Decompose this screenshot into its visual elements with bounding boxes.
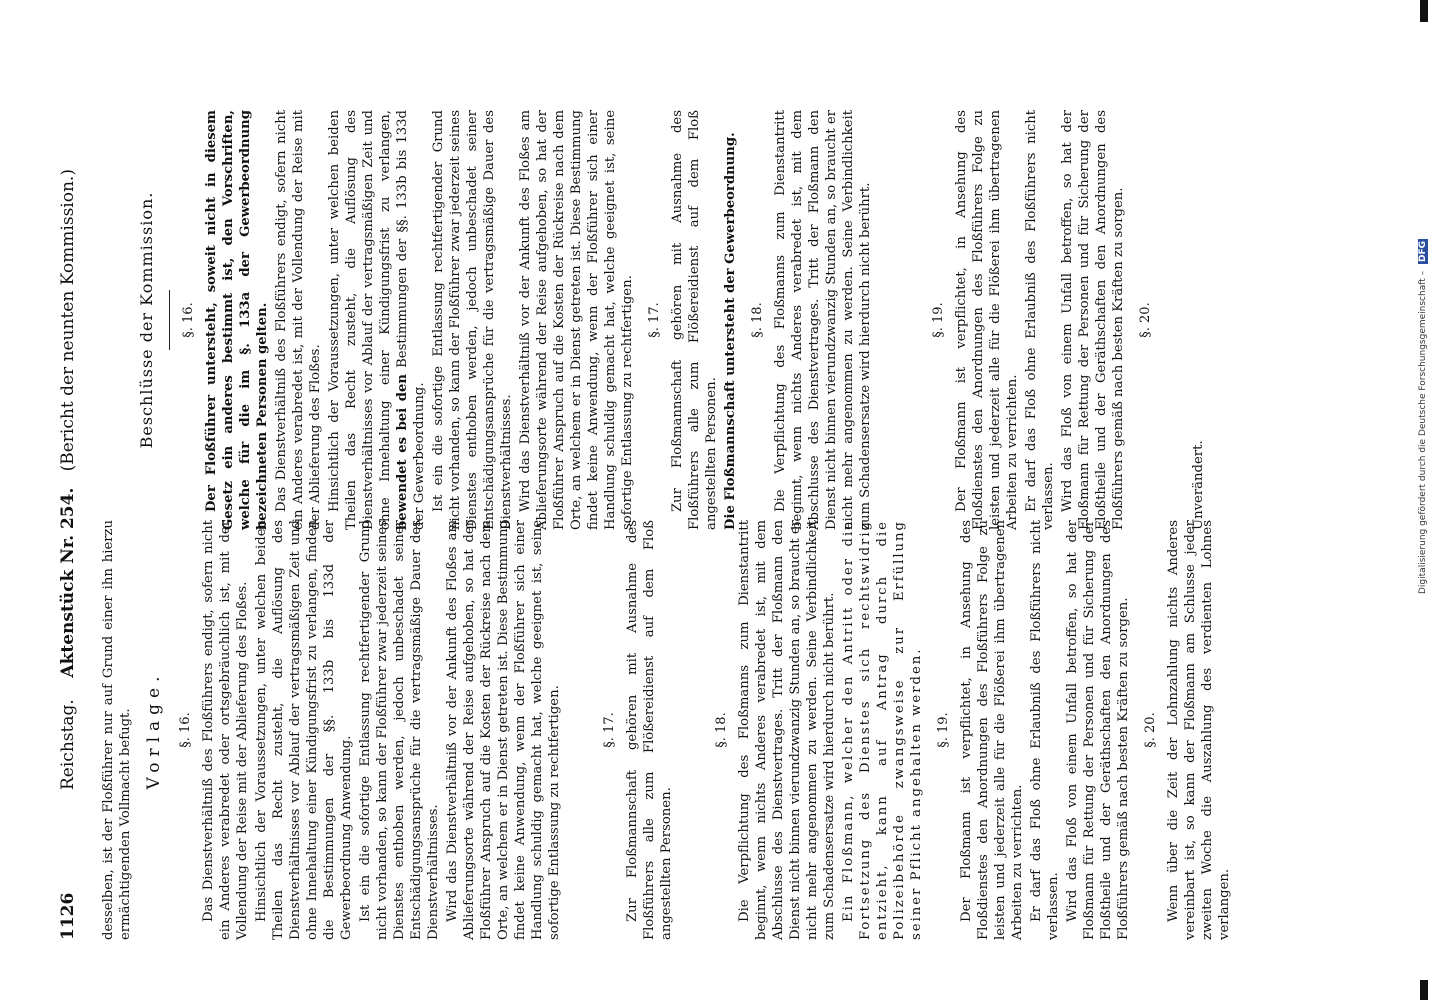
r-section-16-bold: Der Floßführer untersteht, soweit nicht in diesem Gesetz ein anderes bestimmt ist, den Vorschriften, welche für die im §. 133a der Gewerbeordnung bezeichneten Personen gelten. <box>204 110 270 530</box>
section-16-p2: Hinsichtlich der Voraussetzungen, unter welchen beiden Theilen das Recht zusteht, die Auflösung des Dienstverhältnisses vor Ablauf der vertragsmäßigen Zeit und ohne Innehaltung einer Kündigungsfrist zu verlangen, finden die Bestimmungen der §§. 133b bis 133d der Gewerbeordnung Anwendung. <box>254 520 354 940</box>
watermark-text-line <box>1418 0 1432 594</box>
section-17-heading: §. 17. <box>602 712 617 748</box>
intro-paragraph: desselben, ist der Floßführer nur auf Grund einer ihn hierzu ermächtigenden Vollmacht befugt. <box>101 520 133 940</box>
section-20-heading: §. 20. <box>1143 712 1158 748</box>
r-section-17-p1: Zur Floßmannschaft gehören mit Ausnahme des Floßführers alle zum Flößereidienst auf dem Floß angestellten Personen. <box>670 110 719 530</box>
r-section-16-p2a: Hinsichtlich der Voraussetzungen, unter welchen beiden Theilen das Recht zusteht, die Auflösung des Dienstverhältnisses vor Ablauf der vertragsmäßigen Zeit und ohne Innehaltung einer Kündigungsfrist zu verlangen, <box>327 110 393 530</box>
section-16-p4: Wird das Dienstverhältniß vor der Ankunft des Floßes am Ablieferungsorte während der Reise aufgehoben, so hat der Floßführer Anspruch auf die Kosten der Rückreise nach dem Orte, an welchem er in Dienst getreten ist. Diese Bestimmung findet keine Anwendung, wenn der Floßführer sich einer Handlung schuldig gemacht hat, welche geeignet ist, seine sofortige Entlassung zu rechtfertigen. <box>445 520 562 940</box>
r-section-16-p2b: bewendet es bei den <box>395 374 410 530</box>
section-20-p1: Wenn über die Zeit der Lohnzahlung nichts Anderes vereinbart ist, so kann der Floßmann am Schlusse jeder zweiten Woche die Auszahlung des verdienten Lohnes verlangen. <box>1166 520 1232 940</box>
column-vorlage <box>100 520 1235 940</box>
section-18-p1: Die Verpflichtung des Floßmanns zum Dienstantritt beginnt, wenn nichts Anderes verabredet ist, mit dem Abschlusse des Dienstvertrages. Tritt der Floßmann den Dienst nicht binnen vierundzwanzig Stunden an, so braucht er nicht mehr angenommen zu werden. Seine Verbindlichkeit zum Schadensersatze wird hierdurch nicht berührt. <box>737 520 837 940</box>
r-section-19-heading: §. 19. <box>931 302 946 338</box>
page-number: 1126 <box>58 892 78 940</box>
r-section-19-p3: Wird das Floß von einem Unfall betroffen, so hat der Floßmann für Rettung der Personen und für Sicherung der Floßtheile und der Geräthschaften den Anordnungen des Floßführers gemäß nach besten Kräften zu sorgen. <box>1060 110 1126 530</box>
title-rule <box>169 290 170 350</box>
section-19-p1: Der Floßmann ist verpflichtet, in Ansehung des Floßdienstes den Anordnungen des Floßführers Folge zu leisten und jederzeit alle für die Flößerei ihm übertragenen Arbeiten zu verrichten. <box>959 520 1025 940</box>
digitization-watermark <box>1418 0 1432 1000</box>
page-header <box>58 60 88 940</box>
r-section-20-p1: Unverändert. <box>1191 440 1206 530</box>
column-beschluesse <box>100 110 1209 530</box>
title-prefix: Reichstag. <box>58 699 78 790</box>
r-section-18-p1: Die Verpflichtung des Floßmanns zum Dienstantritt beginnt, wenn nichts Anderes verabredet ist, mit dem Abschlusse des Dienstvertrages. Tritt der Floßmann den Dienst nicht binnen vierundzwanzig Stunden an, so braucht er nicht mehr angenommen zu werden. Seine Verbindlichkeit zum Schadensersatze wird hierdurch nicht berührt. <box>773 110 873 530</box>
section-18-p2: Ein Floßmann, welcher den Antritt oder die Fortsetzung des Dienstes sich rechtswidrig entzieht, kann auf Antrag durch die Polizeibehörde zwangsweise zur Erfüllung seiner Pflicht angehalten werden. <box>841 520 924 940</box>
section-16-p1: Das Dienstverhältniß des Floßführers endigt, sofern nicht ein Anderes verabredet oder ortsgebräuchlich ist, mit der Vollendung der Reise mit der Ablieferung des Floßes. <box>201 520 250 940</box>
r-section-19-p2: Er darf das Floß ohne Erlaubniß des Floßführers nicht verlassen. <box>1024 110 1056 530</box>
title-main: Aktenstück Nr. 254. <box>58 487 78 678</box>
section-19-p2: Er darf das Floß ohne Erlaubniß des Floßführers nicht verlassen. <box>1029 520 1061 940</box>
running-title <box>58 169 78 790</box>
r-section-18-heading: §. 18. <box>750 302 765 338</box>
r-section-19-p1: Der Floßmann ist verpflichtet, in Ansehung des Floßdienstes den Anordnungen des Floßführers Folge zu leisten und jederzeit alle für die Flößerei ihm übertragenen Arbeiten zu verrichten. <box>954 110 1020 530</box>
section-16-p3: Ist ein die sofortige Entlassung rechtfertigender Grund nicht vorhanden, so kann der Floßführer zwar jederzeit seines Dienstes enthoben werden, jedoch unbeschadet seiner Entschädigungsansprüche für die vertragsmäßige Dauer des Dienstverhältnisses. <box>358 520 441 940</box>
scan-edge-mark-bottom <box>1420 980 1428 1000</box>
r-section-17-bold: Die Floßmannschaft untersteht der Gewerbeordnung. <box>723 132 738 530</box>
r-section-16-p3: Ist ein die sofortige Entlassung rechtfertigender Grund nicht vorhanden, so kann der Floßführer zwar jederzeit seines Dienstes enthoben werden, jedoch unbeschadet seiner Entschädigungsansprüche für die vertragsmäßige Dauer des Dienstverhältnisses. <box>431 110 514 530</box>
r-section-16-p2c: Bestimmungen der §§. 133b bis 133d der Gewerbeordnung. <box>395 110 427 530</box>
section-19-p3: Wird das Floß von einem Unfall betroffen, so hat der Floßmann für Rettung der Personen und für Sicherung der Floßtheile und der Geräthschaften den Anordnungen des Floßführers gemäß nach besten Kräften zu sorgen. <box>1065 520 1131 940</box>
section-18-heading: §. 18. <box>714 712 729 748</box>
column-title-beschluesse: Beschlüsse der Kommission. <box>137 191 156 449</box>
watermark-text: Digitalisierung gefördert durch die Deutsche Forschungsgemeinschaft – <box>1418 270 1428 594</box>
r-section-20-heading: §. 20. <box>1138 302 1153 338</box>
section-19-heading: §. 19. <box>936 712 951 748</box>
r-section-16-p2 <box>326 110 428 530</box>
dfg-logo: DFG <box>1418 240 1428 262</box>
r-section-17-heading: §. 17. <box>647 302 662 338</box>
r-section-16-p4: Wird das Dienstverhältniß vor der Ankunft des Floßes am Ablieferungsorte während der Reise aufgehoben, so hat der Floßführer Anspruch auf die Kosten der Rückreise nach dem Orte, an welchem er in Dienst getreten ist. Diese Bestimmung findet keine Anwendung, wenn der Floßführer sich einer Handlung schuldig gemacht hat, welche geeignet ist, seine sofortige Entlassung zu rechtfertigen. <box>518 110 635 530</box>
section-16-heading: §. 16. <box>178 712 193 748</box>
r-section-16-p1: Das Dienstverhältniß des Floßführers endigt, sofern nicht ein Anderes verabredet ist, mit der Vollendung der Reise mit der Ablieferung des Floßes. <box>274 110 323 530</box>
title-suffix: (Bericht der neunten Kommission.) <box>58 169 78 472</box>
scan-edge-mark-top <box>1420 0 1428 22</box>
column-title-vorlage: Vorlage. <box>144 670 164 790</box>
r-section-16-heading: §. 16. <box>181 302 196 338</box>
section-17-p1: Zur Floßmannschaft gehören mit Ausnahme des Floßführers alle zum Flößereidienst auf dem Floß angestellten Personen. <box>625 520 674 940</box>
